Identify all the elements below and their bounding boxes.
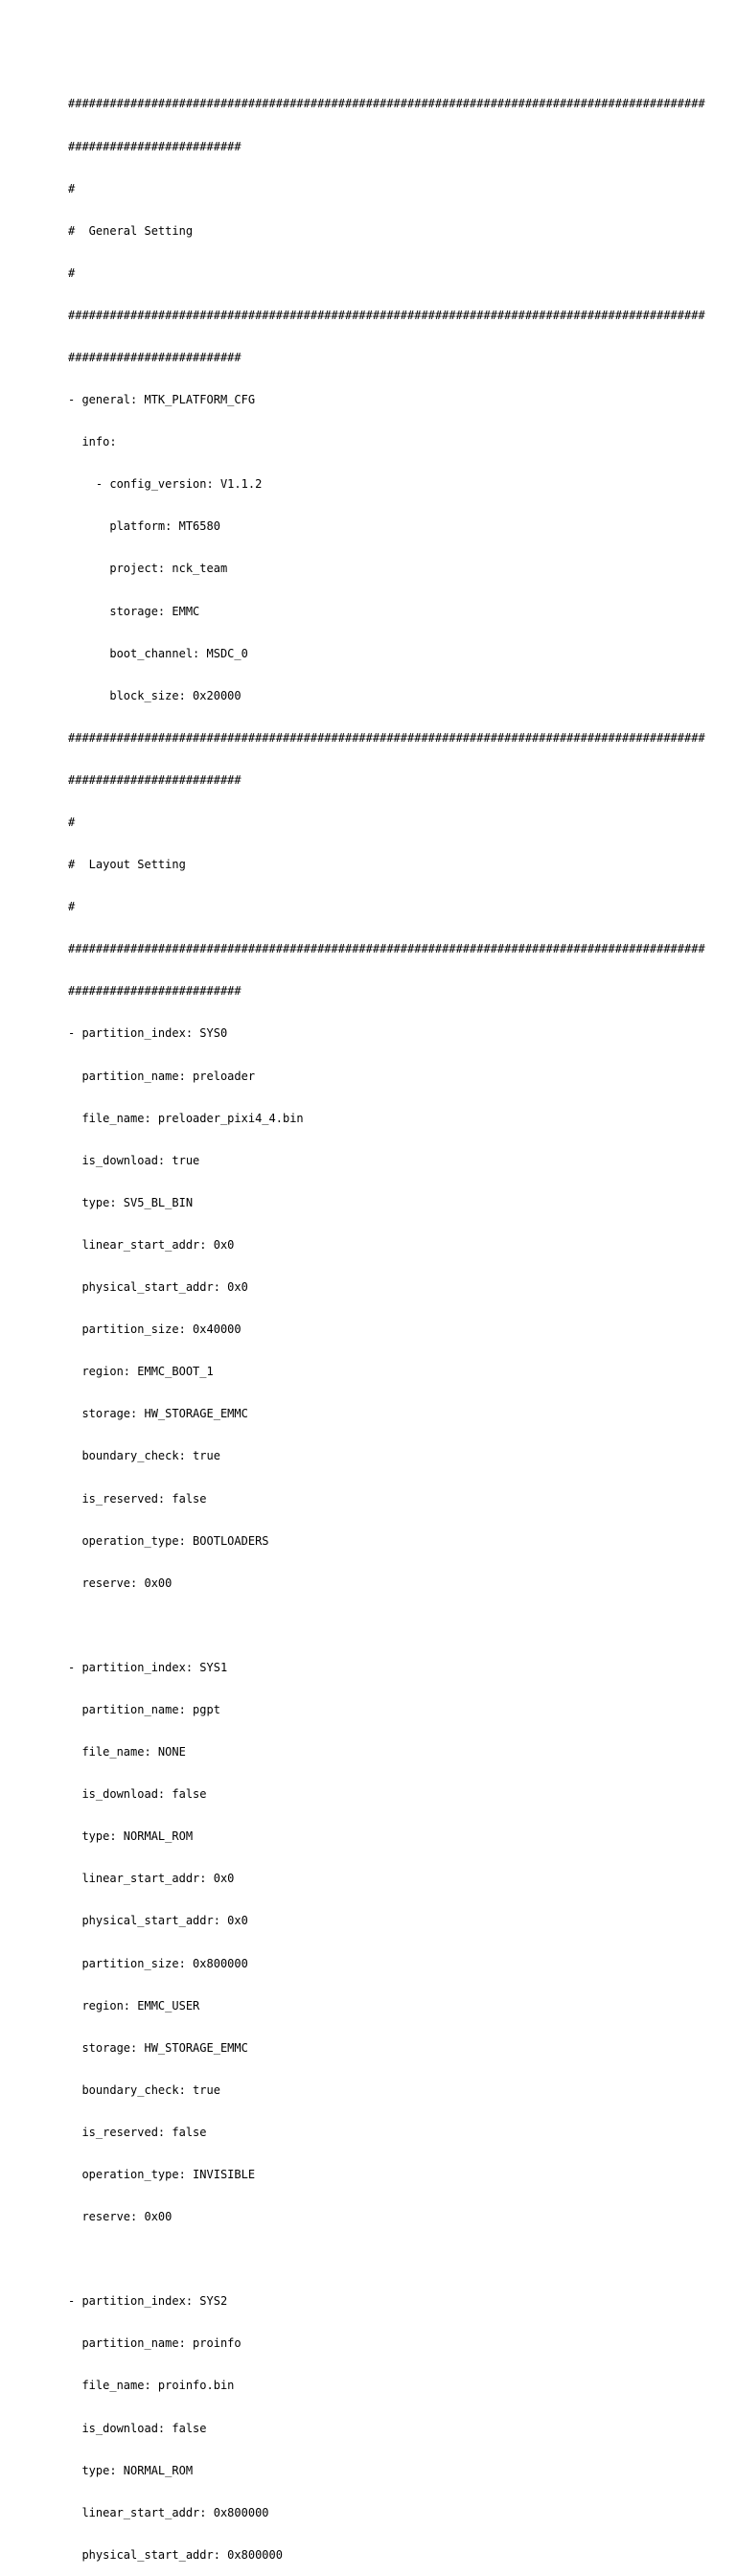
- scatter-file-text: [68, 69, 729, 2576]
- block-size-line: block_size: 0x20000: [68, 688, 242, 702]
- partition-field-line: is_download: true: [68, 1153, 200, 1167]
- project-line: project: nck_team: [68, 562, 228, 576]
- header-rule: #########################: [68, 139, 242, 153]
- info-key: info:: [68, 435, 117, 449]
- partition-field-line: partition_name: proinfo: [68, 2336, 242, 2351]
- partition-field-line: reserve: 0x00: [68, 2210, 172, 2224]
- partition-field-line: storage: HW_STORAGE_EMMC: [68, 1407, 248, 1421]
- partition-field-line: file_name: proinfo.bin: [68, 2379, 235, 2393]
- partition-field-line: partition_size: 0x800000: [68, 1956, 248, 1970]
- header-rule: ############################################################################################: [68, 730, 705, 745]
- partition-field-line: is_download: false: [68, 1787, 207, 1802]
- partition-field-line: is_download: false: [68, 2421, 207, 2435]
- partition-field-line: reserve: 0x00: [68, 1576, 172, 1590]
- header-rule: #########################: [68, 984, 242, 999]
- partition-field-line: file_name: preloader_pixi4_4.bin: [68, 1111, 304, 1125]
- partition-field-line: file_name: NONE: [68, 1745, 186, 1760]
- platform-line: platform: MT6580: [68, 519, 220, 534]
- general-entry: - general: MTK_PLATFORM_CFG: [68, 393, 256, 407]
- blank-line: [68, 2252, 729, 2266]
- partition-field-line: type: NORMAL_ROM: [68, 1829, 194, 1844]
- boot-channel-line: boot_channel: MSDC_0: [68, 646, 248, 660]
- partition-field-line: operation_type: BOOTLOADERS: [68, 1533, 269, 1548]
- comment-line: #: [68, 181, 76, 196]
- blank-line: [68, 1619, 729, 1633]
- partition-field-line: linear_start_addr: 0x0: [68, 1237, 235, 1252]
- partition-field-line: storage: HW_STORAGE_EMMC: [68, 2040, 248, 2055]
- partition-field-line: boundary_check: true: [68, 2082, 220, 2097]
- partition-field-line: partition_name: preloader: [68, 1069, 256, 1083]
- partition-field-line: partition_name: pgpt: [68, 1702, 220, 1716]
- partition-field-line: physical_start_addr: 0x0: [68, 1914, 248, 1928]
- partition-index-line: - partition_index: SYS0: [68, 1026, 228, 1041]
- header-rule: ############################################################################################: [68, 308, 705, 322]
- partition-field-line: type: SV5_BL_BIN: [68, 1195, 194, 1209]
- partition-index-line: - partition_index: SYS2: [68, 2294, 228, 2309]
- header-rule: #########################: [68, 350, 242, 364]
- partition-field-line: linear_start_addr: 0x0: [68, 1872, 235, 1886]
- partition-field-line: boundary_check: true: [68, 1449, 220, 1463]
- partition-index-line: - partition_index: SYS1: [68, 1660, 228, 1674]
- partition-field-line: physical_start_addr: 0x800000: [68, 2547, 283, 2562]
- comment-line: #: [68, 900, 76, 914]
- partition-field-line: operation_type: INVISIBLE: [68, 2168, 256, 2181]
- partition-field-line: linear_start_addr: 0x800000: [68, 2505, 269, 2519]
- partition-field-line: is_reserved: false: [68, 2125, 207, 2139]
- config-version-line: - config_version: V1.1.2: [68, 477, 263, 492]
- partition-field-line: type: NORMAL_ROM: [68, 2463, 194, 2477]
- comment-line: #: [68, 265, 76, 280]
- section-heading-layout: # Layout Setting: [68, 858, 186, 872]
- storage-line: storage: EMMC: [68, 604, 200, 618]
- header-rule: ############################################################################################: [68, 942, 705, 956]
- header-rule: ############################################################################################: [68, 97, 705, 111]
- partition-field-line: region: EMMC_USER: [68, 1998, 200, 2012]
- partition-field-line: physical_start_addr: 0x0: [68, 1280, 248, 1295]
- partition-field-line: is_reserved: false: [68, 1491, 207, 1506]
- partition-field-line: partition_size: 0x40000: [68, 1322, 242, 1337]
- section-heading-general: # General Setting: [68, 223, 194, 238]
- partition-field-line: region: EMMC_BOOT_1: [68, 1365, 214, 1379]
- comment-line: #: [68, 816, 76, 829]
- header-rule: #########################: [68, 772, 242, 787]
